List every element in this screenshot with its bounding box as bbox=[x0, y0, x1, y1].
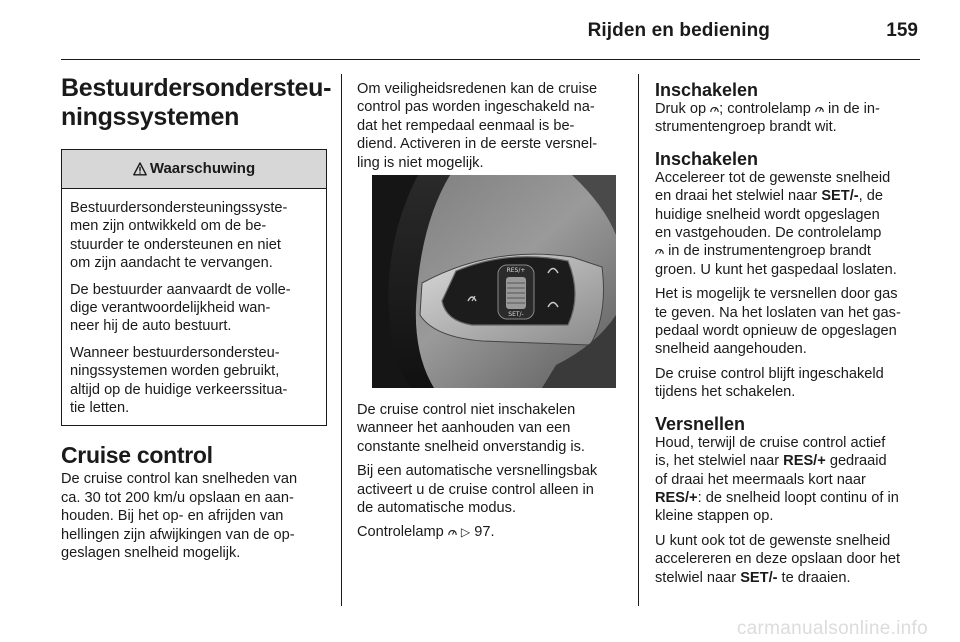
section-title-cruise-control: Cruise control bbox=[61, 442, 213, 469]
watermark: carmanualsonline.info bbox=[736, 618, 928, 639]
heading-accelerate: Versnellen bbox=[655, 413, 746, 434]
cruise-control-lamp-icon bbox=[815, 104, 824, 114]
paragraph-activate: Accelereer tot de gewenste snelheid en draai het stelwiel naar SET/-, de huidige snelheid wordt opgeslagen en vastgehouden. De controlelamp in de instrumentengroep brandt groen. U kunt het gaspedaal loslaten. bbox=[655, 169, 897, 278]
warning-box bbox=[61, 149, 327, 426]
page-header-title: Rijden en bediening bbox=[587, 20, 770, 41]
cruise-control-intro: De cruise control kan snelheden van ca. 30 tot 200 km/u opslaan en aan- houden. Bij het op- en afrijden van hellingen zijn afwijkingen van de op- geslagen snelheid mogelijk. bbox=[61, 471, 298, 562]
header-rule bbox=[61, 59, 920, 60]
cruise-control-lamp-icon bbox=[655, 246, 664, 256]
column-divider-2 bbox=[638, 74, 639, 606]
column-2-lower bbox=[357, 401, 627, 548]
warning-body bbox=[62, 189, 326, 417]
paragraph-control-lamp-ref: Controlelamp ▷ 97. bbox=[357, 524, 495, 541]
warning-paragraph: Bestuurdersondersteuningssyste- men zijn ontwikkeld om de be- stuurder te ondersteunen en niet om zijn aandacht te vervangen. bbox=[70, 200, 288, 272]
paragraph-accelerate: Houd, terwijl de cruise control actief is, het stelwiel naar RES/+ gedraaid of draai het meermaals kort naar RES/+: de snelheid loopt continu of in kleine stappen op. bbox=[655, 434, 899, 525]
page-ref-arrow-icon: ▷ bbox=[460, 525, 471, 540]
page-number: 159 bbox=[886, 20, 918, 41]
section-title-driver-assistance: Bestuurdersondersteu- ningssystemen bbox=[61, 74, 332, 131]
warning-paragraph: De bestuurder aanvaardt de volle- dige verantwoordelijkheid wan- neer hij de auto bestuurt. bbox=[70, 281, 291, 335]
warning-paragraph: Wanneer bestuurdersondersteu- ningssystemen worden gebruikt, altijd op de huidige verkeerssitua- tie letten. bbox=[70, 344, 288, 417]
column-1 bbox=[61, 74, 332, 569]
column-2 bbox=[357, 80, 627, 178]
wheel-label-res: RES/+ bbox=[506, 267, 526, 274]
safety-paragraph: Om veiligheidsredenen kan de cruise control pas worden ingeschakeld na- dat het rempedaal eenmaal is be- diend. Activeren in de eerste versnel- ling is niet mogelijk. bbox=[357, 81, 598, 171]
heading-switch-on: Inschakelen bbox=[655, 80, 759, 100]
paragraph-accelerate-store: U kunt ook tot de gewenste snelheid accelereren en deze opslaan door het stelwiel naar SET/- te draaien. bbox=[655, 532, 901, 586]
paragraph-stays-on: De cruise control blijft ingeschakeld tijdens het schakelen. bbox=[655, 365, 884, 401]
warning-header bbox=[62, 150, 326, 189]
paragraph-accelerate-gas: Het is mogelijk te versnellen door gas te geven. Na het loslaten van het gas- pedaal wordt opnieuw de opgeslagen snelheid aangehouden. bbox=[655, 286, 901, 358]
cruise-control-button-icon bbox=[710, 104, 719, 114]
paragraph-automatic-transmission: Bij een automatische versnellingsbak activeert u de cruise control alleen in de automatische modus. bbox=[357, 463, 598, 517]
column-3 bbox=[655, 80, 927, 593]
warning-label: Waarschuwing bbox=[149, 159, 256, 177]
heading-activate: Inschakelen bbox=[655, 148, 759, 169]
steering-wheel-controls-image bbox=[372, 175, 616, 388]
paragraph-not-activate: De cruise control niet inschakelen wanneer het aanhouden van een constante snelheid onverstandig is. bbox=[357, 402, 585, 455]
wheel-label-set: SET/- bbox=[508, 311, 524, 318]
warning-triangle-icon bbox=[133, 162, 147, 176]
cruise-control-lamp-icon bbox=[448, 527, 457, 537]
column-divider-1 bbox=[341, 74, 342, 606]
paragraph-switch-on: Druk op ; controlelamp in de in- strumentengroep brandt wit. bbox=[655, 101, 880, 136]
